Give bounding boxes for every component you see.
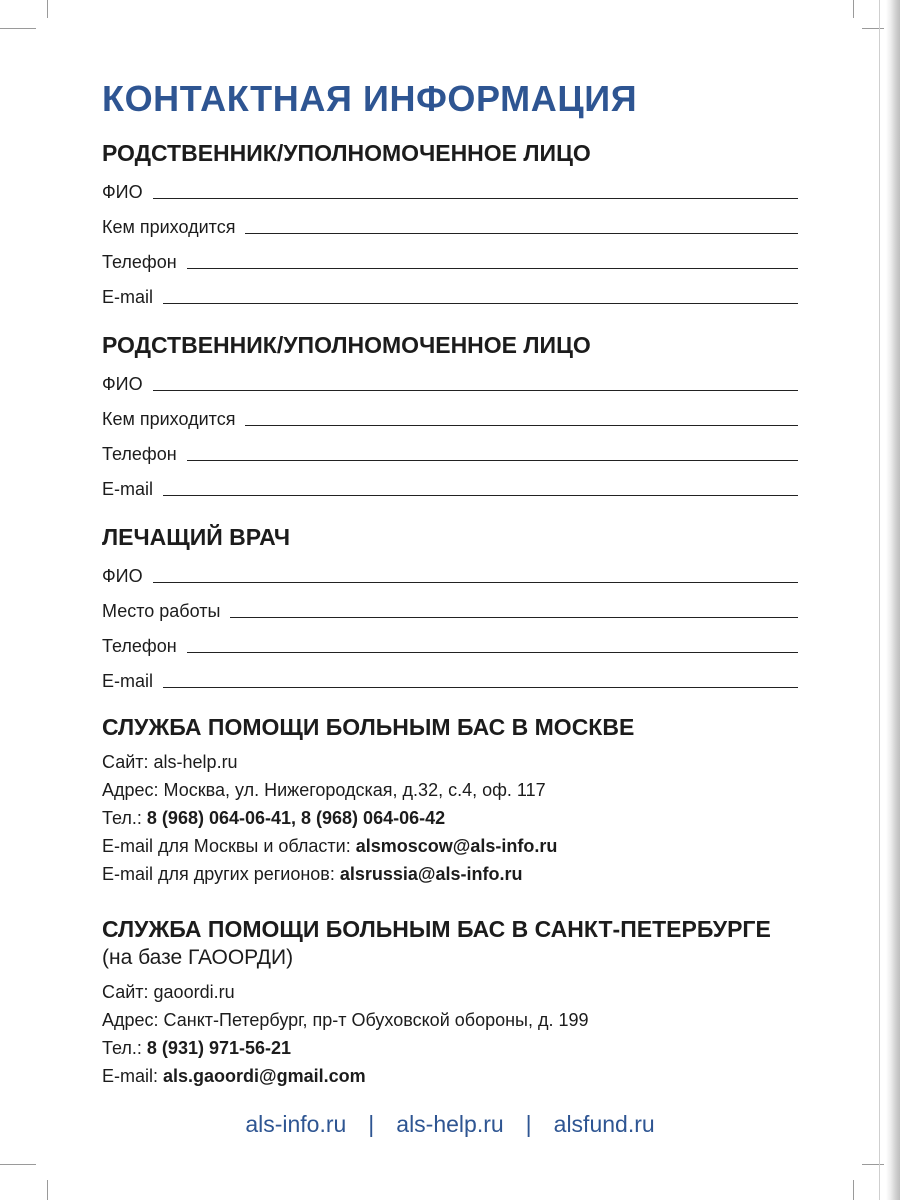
footer-separator: | [368, 1111, 375, 1137]
spb-address-line [102, 1006, 798, 1034]
field-label: E-mail [102, 671, 154, 691]
crop-mark-top-right-h [862, 28, 884, 29]
crop-mark-top-left-v [47, 0, 48, 18]
crop-mark-bottom-left-h [0, 1164, 36, 1165]
relative-1-heading: РОДСТВЕННИК/УПОЛНОМОЧЕННОЕ ЛИЦО [102, 140, 591, 166]
moscow-email-line [102, 832, 798, 860]
doctor-name-field[interactable] [102, 552, 798, 587]
doctor-email-field[interactable] [102, 657, 798, 692]
field-label: ФИО [102, 566, 143, 586]
spb-phone-line [102, 1034, 798, 1062]
fill-line[interactable] [153, 390, 798, 391]
page-title: КОНТАКТНАЯ ИНФОРМАЦИЯ [102, 78, 638, 119]
fill-line[interactable] [153, 582, 798, 583]
footer-separator: | [525, 1111, 532, 1137]
crop-mark-top-right-v [853, 0, 854, 18]
crop-mark-bottom-left-v [47, 1180, 48, 1200]
fill-line[interactable] [230, 617, 798, 618]
fill-line[interactable] [163, 495, 798, 496]
phone-label: Тел.: [102, 1038, 142, 1058]
field-label: Телефон [102, 252, 177, 272]
email-label: E-mail: [102, 1066, 159, 1086]
spb-heading: СЛУЖБА ПОМОЩИ БОЛЬНЫМ БАС В САНКТ-ПЕТЕРБУРГЕ [102, 916, 771, 942]
doctor-heading: ЛЕЧАЩИЙ ВРАЧ [102, 524, 291, 550]
footer-link-als-help[interactable]: als-help.ru [396, 1111, 504, 1137]
field-label: Телефон [102, 636, 177, 656]
doctor-phone-field[interactable] [102, 622, 798, 657]
site-label: Сайт: [102, 982, 149, 1002]
spb-email-line [102, 1062, 798, 1090]
moscow-phone-line [102, 804, 798, 832]
moscow-address: Москва, ул. Нижегородская, д.32, с.4, оф. 117 [163, 780, 546, 800]
relative-section-1 [102, 138, 798, 308]
moscow-address-line [102, 776, 798, 804]
relative-1-email-field[interactable] [102, 273, 798, 308]
crop-mark-top-left-h [0, 28, 36, 29]
relative-2-relation-field[interactable] [102, 395, 798, 430]
field-label: ФИО [102, 182, 143, 202]
phone-label: Тел.: [102, 808, 142, 828]
fill-line[interactable] [187, 268, 798, 269]
site-label: Сайт: [102, 752, 149, 772]
field-label: ФИО [102, 374, 143, 394]
moscow-site-link[interactable]: als-help.ru [153, 752, 238, 772]
moscow-service-section [102, 712, 798, 888]
fill-line[interactable] [153, 198, 798, 199]
field-label: E-mail [102, 479, 154, 499]
spb-email-link[interactable]: als.gaoordi@gmail.com [163, 1066, 366, 1086]
doctor-section [102, 522, 798, 692]
spb-address: Санкт-Петербург, пр-т Обуховской обороны, д. 199 [163, 1010, 589, 1030]
page-edge-line [879, 0, 880, 1200]
fill-line[interactable] [163, 303, 798, 304]
relative-2-name-field[interactable] [102, 360, 798, 395]
crop-mark-bottom-right-h [862, 1164, 884, 1165]
footer-link-als-info[interactable]: als-info.ru [245, 1111, 347, 1137]
fill-line[interactable] [163, 687, 798, 688]
field-label: Кем приходится [102, 409, 236, 429]
fill-line[interactable] [187, 652, 798, 653]
moscow-heading: СЛУЖБА ПОМОЩИ БОЛЬНЫМ БАС В МОСКВЕ [102, 714, 635, 740]
crop-mark-bottom-right-v [853, 1180, 854, 1200]
relative-2-heading: РОДСТВЕННИК/УПОЛНОМОЧЕННОЕ ЛИЦО [102, 332, 591, 358]
spb-service-section [102, 914, 798, 1090]
field-label: Телефон [102, 444, 177, 464]
footer-link-alsfund[interactable]: alsfund.ru [553, 1111, 655, 1137]
footer-links [0, 1111, 900, 1138]
relative-1-name-field[interactable] [102, 168, 798, 203]
email-label: E-mail для Москвы и области: [102, 836, 351, 856]
regions-email-line [102, 860, 798, 888]
relative-2-email-field[interactable] [102, 465, 798, 500]
spb-site-line [102, 978, 798, 1006]
doctor-workplace-field[interactable] [102, 587, 798, 622]
field-label: E-mail [102, 287, 154, 307]
field-label: Место работы [102, 601, 221, 621]
relative-section-2 [102, 330, 798, 500]
relative-1-phone-field[interactable] [102, 238, 798, 273]
moscow-email-link[interactable]: alsmoscow@als-info.ru [355, 836, 558, 856]
fill-line[interactable] [245, 425, 798, 426]
moscow-site-line [102, 748, 798, 776]
spb-subheading: (на базе ГАООРДИ) [102, 946, 294, 969]
regions-email-link[interactable]: alsrussia@als-info.ru [339, 864, 523, 884]
email-label: E-mail для других регионов: [102, 864, 335, 884]
spb-phone[interactable]: 8 (931) 971-56-21 [146, 1038, 292, 1058]
fill-line[interactable] [187, 460, 798, 461]
fill-line[interactable] [245, 233, 798, 234]
relative-1-relation-field[interactable] [102, 203, 798, 238]
relative-2-phone-field[interactable] [102, 430, 798, 465]
spb-site-link[interactable]: gaoordi.ru [153, 982, 235, 1002]
address-label: Адрес: [102, 1010, 159, 1030]
page-edge-shadow [886, 0, 900, 1200]
address-label: Адрес: [102, 780, 159, 800]
moscow-phone[interactable]: 8 (968) 064-06-41, 8 (968) 064-06-42 [146, 808, 446, 828]
field-label: Кем приходится [102, 217, 236, 237]
